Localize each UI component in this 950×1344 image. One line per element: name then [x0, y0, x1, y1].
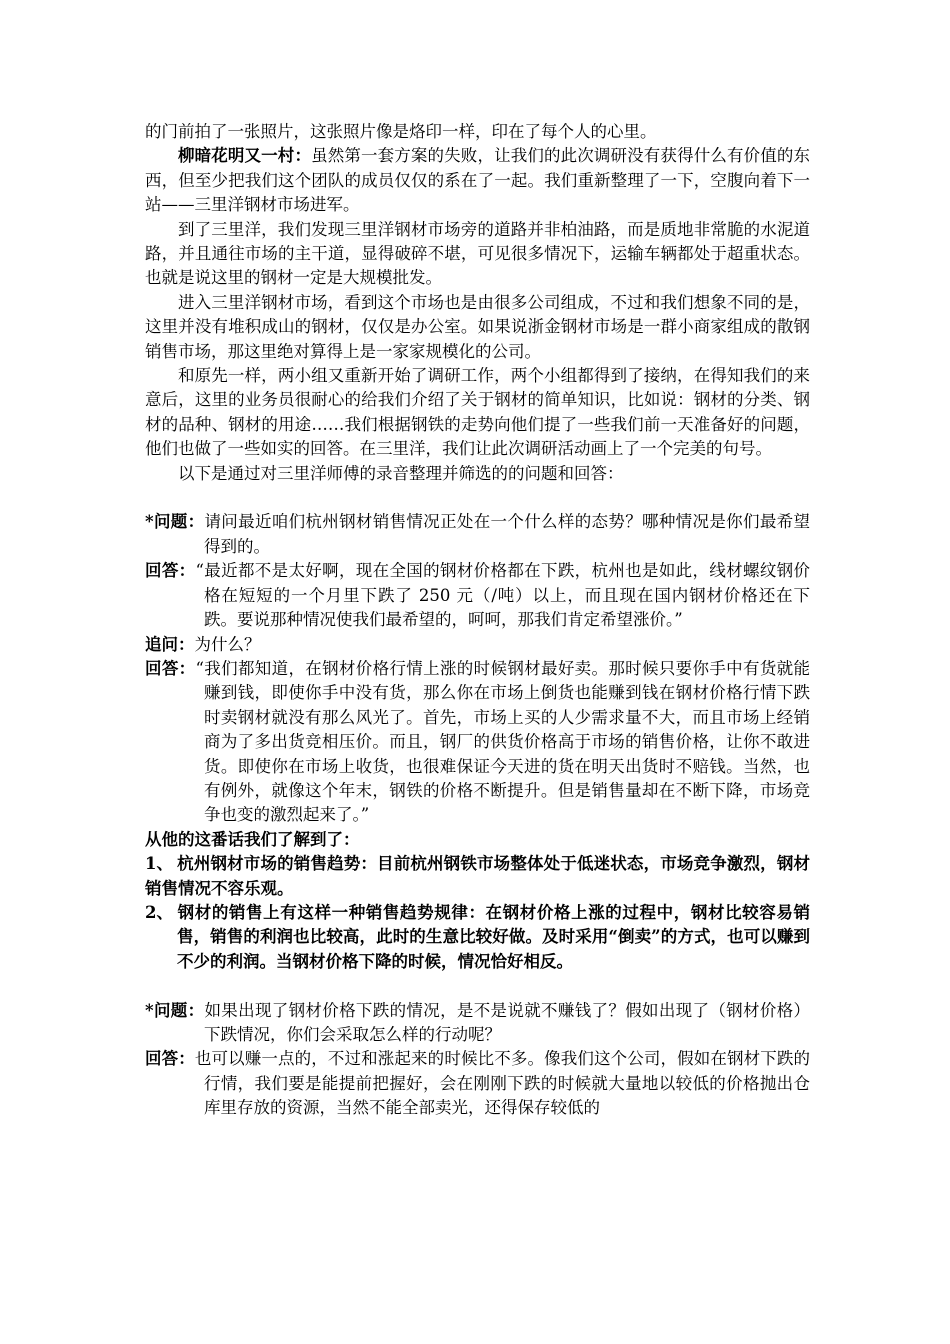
answer-1: 回答：“最近都不是太好啊，现在全国的钢材价格都在下跌，杭州也是如此，线材螺纹钢价格在短短的一个月里下跌了 250 元（/吨）以上，而且现在国内钢材价格还在下跌。要说那种情况使我们最希望的，呵呵，那我们肯定希望涨价。”: [145, 561, 811, 630]
question-label: *问题：: [145, 512, 205, 532]
document-page: [145, 120, 810, 1121]
paragraph-5: 和原先一样，两小组又重新开始了调研工作，两个小组都得到了接纳，在得知我们的来意后，这里的业务员很耐心的给我们介绍了关于钢材的简单知识，比如说：钢材的分类、钢材的品种、钢材的用途……我们根据钢铁的走势向他们提了一些我们前一天准备好的问题，他们也做了一些如实的回答。在三里洋，我们让此次调研活动画上了一个完美的句号。: [145, 366, 810, 459]
followup-label: 追问：: [145, 634, 195, 654]
question-label: *问题：: [145, 1000, 205, 1020]
followup-question: 追问：为什么？: [145, 634, 261, 654]
blank-line: [145, 974, 810, 998]
answer-label: 回答：: [145, 658, 196, 678]
conclusion-item-1: 1、 杭州钢材市场的销售趋势：目前杭州钢铁市场整体处于低迷状态，市场竞争激烈，钢材销售情况不容乐观。: [145, 854, 810, 898]
paragraph-3: 到了三里洋，我们发现三里洋钢材市场旁的道路并非柏油路，而是质地非常脆的水泥道路，并且通往市场的主干道，显得破碎不堪，可见很多情况下，运输车辆都处于超重状态。也就是说这里的钢材一定是大规模批发。: [145, 219, 810, 288]
answer-label: 回答：: [145, 561, 196, 581]
paragraph-1: 的门前拍了一张照片，这张照片像是烙印一样，印在了每个人的心里。: [145, 122, 657, 141]
question-1: *问题：请问最近咱们杭州钢材销售情况正处在一个什么样的态势？哪种情况是你们最希望得到的。: [145, 512, 810, 556]
paragraph-2: 柳暗花明又一村：虽然第一套方案的失败，让我们的此次调研没有获得什么有价值的东西，但至少把我们这个团队的成员仅仅的系在了一起。我们重新整理了一下，空腹向着下一站——三里洋钢材市场进军。: [145, 146, 811, 215]
conclusion-number: 2、: [145, 902, 173, 922]
conclusion-number: 1、: [145, 854, 173, 874]
question-2: *问题：如果出现了钢材价格下跌的情况，是不是说就不赚钱了？假如出现了（钢材价格）下跌情况，你们会采取怎么样的行动呢？: [145, 1000, 810, 1044]
section-heading: 柳暗花明又一村：: [178, 146, 312, 166]
answer-3: 回答：也可以赚一点的，不过和涨起来的时候比不多。像我们这个公司，假如在钢材下跌的行情，我们要是能提前把握好，会在刚刚下跌的时候就大量地以较低的价格抛出仓库里存放的资源，当然不能全部卖光，还得保存较低的: [145, 1049, 811, 1118]
blank-line: [145, 486, 810, 510]
answer-2: 回答：“我们都知道，在钢材价格行情上涨的时候钢材最好卖。那时候只要你手中有货就能赚到钱，即使你手中没有货，那么你在市场上倒货也能赚到钱在钢材价格行情下跌时卖钢材就没有那么风光了。首先，市场上买的人少需求量不大，而且市场上经销商为了多出货竞相压价。而且，钢厂的供货价格高于市场的销售价格，让你不敢进货。即使你在市场上收货，也很难保证今天进的货在明天出货时不赔钱。当然，也有例外，就像这个年末，钢铁的价格不断提升。但是销售量却在不断下降，市场竞争也变的激烈起来了。”: [145, 658, 811, 825]
paragraph-4: 进入三里洋钢材市场，看到这个市场也是由很多公司组成，不过和我们想象不同的是，这里并没有堆积成山的钢材，仅仅是办公室。如果说浙金钢材市场是一群小商家组成的散钢销售市场，那这里绝对算得上是一家家规模化的公司。: [145, 292, 810, 361]
conclusion-title: 从他的这番话我们了解到了：: [145, 829, 360, 849]
paragraph-6: 以下是通过对三里洋师傅的录音整理并筛选的的问题和回答：: [178, 463, 624, 483]
answer-label: 回答：: [145, 1049, 195, 1069]
conclusion-item-2: 2、 钢材的销售上有这样一种销售趋势规律：在钢材价格上涨的过程中，钢材比较容易销售，销售的利润也比较高，此时的生意比较好做。及时采用“倒卖”的方式，也可以赚到不少的利润。当钢材价格下降的时候，情况恰好相反。: [145, 902, 810, 971]
